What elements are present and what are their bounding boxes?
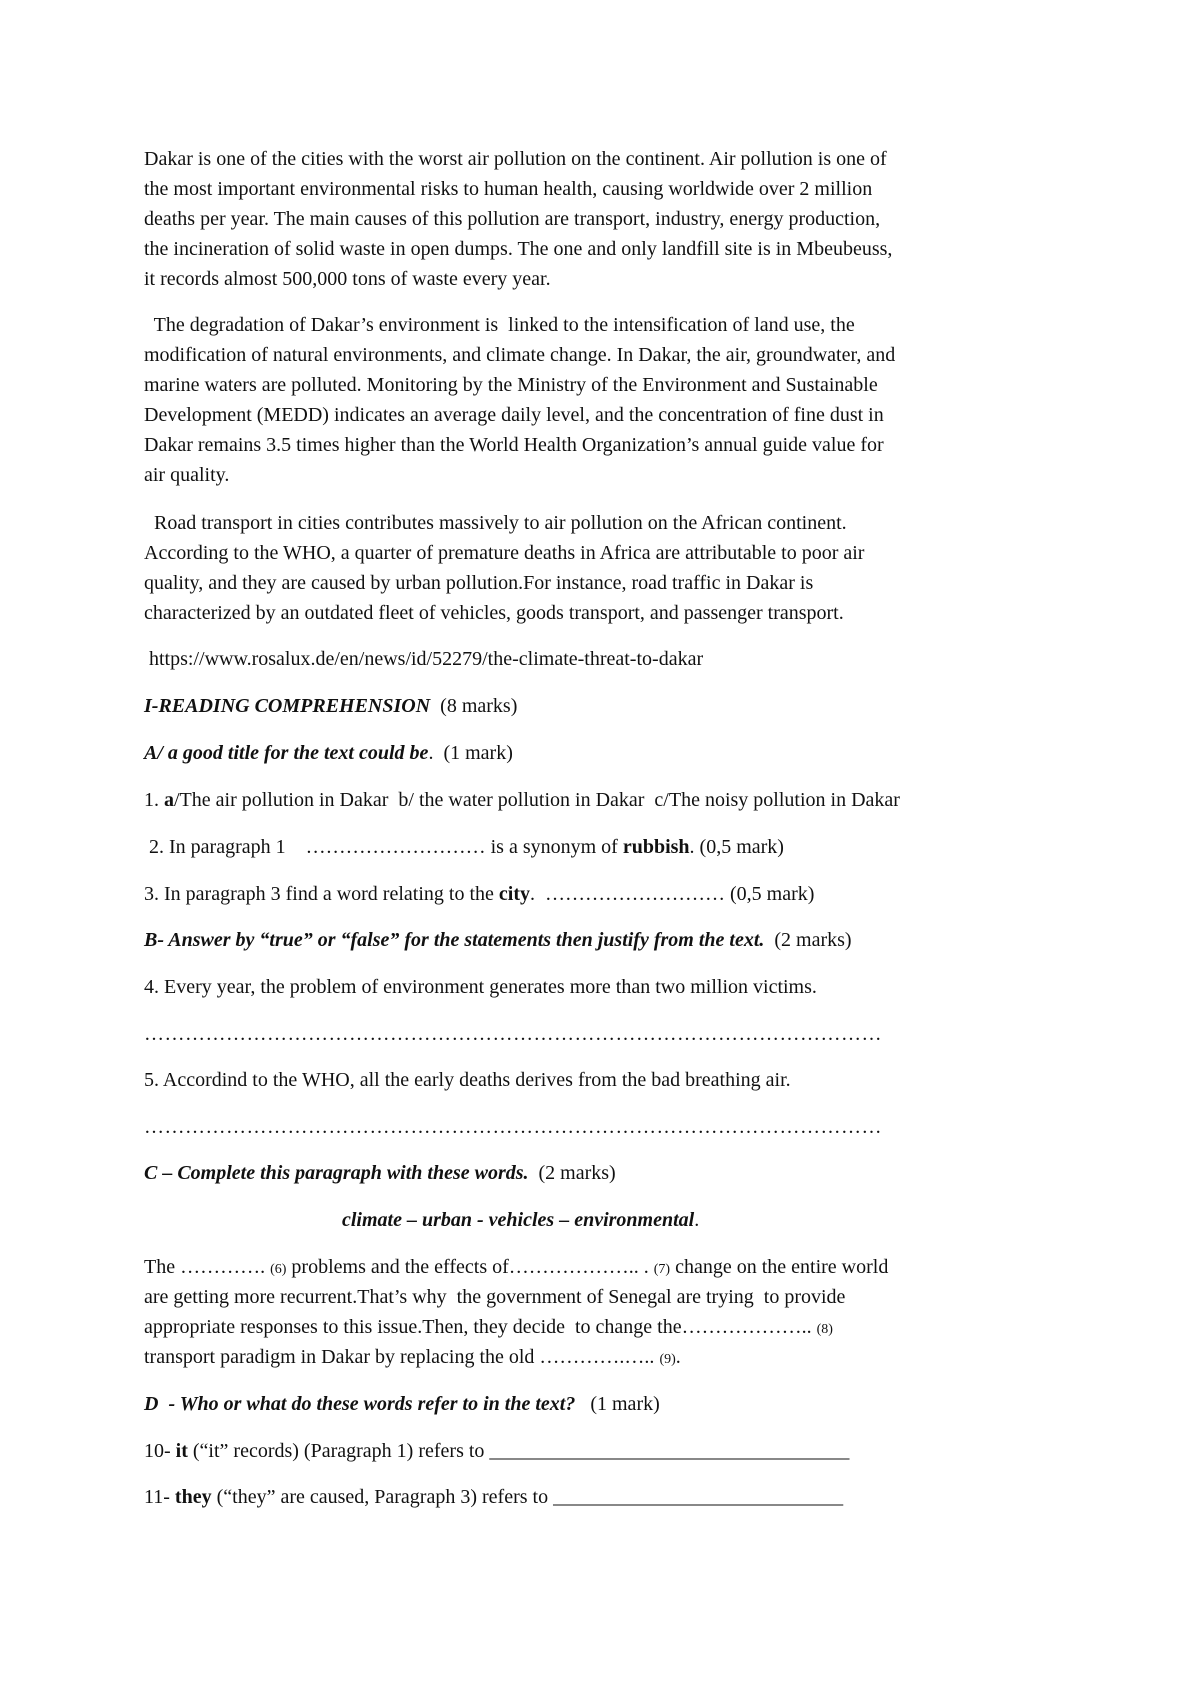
paragraph-line: characterized by an outdated fleet of vehicles, goods transport, and passenger transport. [144,602,844,624]
word-bank-words: climate – urban - vehicles – environmental [342,1209,695,1231]
part-d-title: D - Who or what do these words refer to in the text? [144,1393,576,1415]
part-a-marks: . (1 mark) [428,742,513,764]
paragraph-line: Road transport in cities contributes massively to air pollution on the African continent. [144,512,847,534]
keyword-rubbish: rubbish [622,836,690,858]
paragraph-line: the incineration of solid waste in open dumps. The one and only landfill site is in Mbeubeuss, [144,238,893,260]
question-3-marks: . ……………………… (0,5 mark) [529,883,815,905]
source-url: https://www.rosalux.de/en/news/id/52279/the-climate-threat-to-dakar [144,648,704,670]
paragraph-line: According to the WHO, a quarter of premature deaths in Africa are attributable to poor air [144,542,865,564]
keyword-it: it [175,1440,188,1462]
gap-text: problems and the effects of……………….. . [286,1256,654,1278]
blank-number-7: (7) [653,1262,671,1277]
gap-fill-line-1 [144,1252,888,1285]
part-b-title: B- Answer by “true” or “false” for the statements then justify from the text. [144,929,765,951]
paragraph-line: The degradation of Dakar’s environment is linked to the intensification of land use, the [144,314,855,336]
question-11-text: (“they” are caused, Paragraph 3) refers to _____________________________ [211,1486,844,1508]
section-marks: (8 marks) [430,695,518,717]
paragraph-line: quality, and they are caused by urban pollution.For instance, road traffic in Dakar is [144,572,814,594]
part-a-title: A/ a good title for the text could be [144,742,429,764]
question-10 [144,1436,849,1466]
question-10-text: (“it” records) (Paragraph 1) refers to ____________________________________ [187,1440,850,1462]
paragraph-line: marine waters are polluted. Monitoring by the Ministry of the Environment and Sustainable [144,374,878,396]
paragraph-line: deaths per year. The main causes of this pollution are transport, industry, energy production, [144,208,881,230]
gap-fill-line-4 [144,1342,681,1375]
question-number: 10- [144,1440,176,1462]
paragraph-line: Development (MEDD) indicates an average daily level, and the concentration of fine dust in [144,404,884,426]
question-11 [144,1482,843,1512]
part-d-heading [144,1389,660,1419]
part-b-heading [144,925,852,955]
section-title: I-READING COMPREHENSION [144,695,431,717]
answer-line-4[interactable]: ……………………………………………………………………………………………… [144,1023,882,1045]
question-number: 1. [144,789,164,811]
question-3 [144,879,814,909]
keyword-city: city [498,883,530,905]
question-2-text: 2. In paragraph 1 ……………………… is a synonym of [144,836,623,858]
part-c-title: C – Complete this paragraph with these words. [144,1162,529,1184]
question-number: 11- [144,1486,175,1508]
word-bank [342,1205,699,1235]
question-1 [144,785,900,815]
gap-text: . [675,1346,681,1368]
question-3-text: 3. In paragraph 3 find a word relating to the [144,883,499,905]
part-d-marks: (1 mark) [575,1393,660,1415]
paragraph-line: air quality. [144,464,230,486]
part-b-marks: (2 marks) [764,929,852,951]
part-c-heading [144,1158,616,1188]
blank-number-8: (8) [816,1322,833,1337]
question-5: 5. Accordind to the WHO, all the early deaths derives from the bad breathing air. [144,1069,791,1091]
gap-text: The …………. [144,1256,271,1278]
option-a-letter: a [164,789,174,811]
blank-number-9: (9) [659,1352,676,1367]
question-1-options: /The air pollution in Dakar b/ the water pollution in Dakar c/The noisy pollution in Dakar [174,789,900,811]
gap-text: transport paradigm in Dakar by replacing the old ………….….. [144,1346,660,1368]
section-heading [144,691,517,721]
keyword-they: they [174,1486,212,1508]
paragraph-line: the most important environmental risks to human health, causing worldwide over 2 million [144,178,873,200]
question-4: 4. Every year, the problem of environment generates more than two million victims. [144,976,817,998]
gap-fill-line-3 [144,1312,833,1345]
question-2 [144,832,784,862]
gap-text: change on the entire world [670,1256,889,1278]
paragraph-line: it records almost 500,000 tons of waste every year. [144,268,551,290]
gap-text: appropriate responses to this issue.Then, they decide to change the……………….. [144,1316,817,1338]
answer-line-5[interactable]: ……………………………………………………………………………………………… [144,1116,882,1138]
blank-number-6: (6) [270,1262,287,1277]
paragraph-line: Dakar remains 3.5 times higher than the World Health Organization’s annual guide value for [144,434,884,456]
paragraph-line: Dakar is one of the cities with the worst air pollution on the continent. Air pollution is one of [144,148,887,170]
word-bank-end: . [694,1209,700,1231]
question-2-marks: . (0,5 mark) [689,836,784,858]
part-c-marks: (2 marks) [528,1162,616,1184]
gap-fill-line-2: are getting more recurrent.That’s why the government of Senegal are trying to provide [144,1286,846,1308]
part-a-heading [144,738,513,768]
paragraph-line: modification of natural environments, and climate change. In Dakar, the air, groundwater, and [144,344,896,366]
